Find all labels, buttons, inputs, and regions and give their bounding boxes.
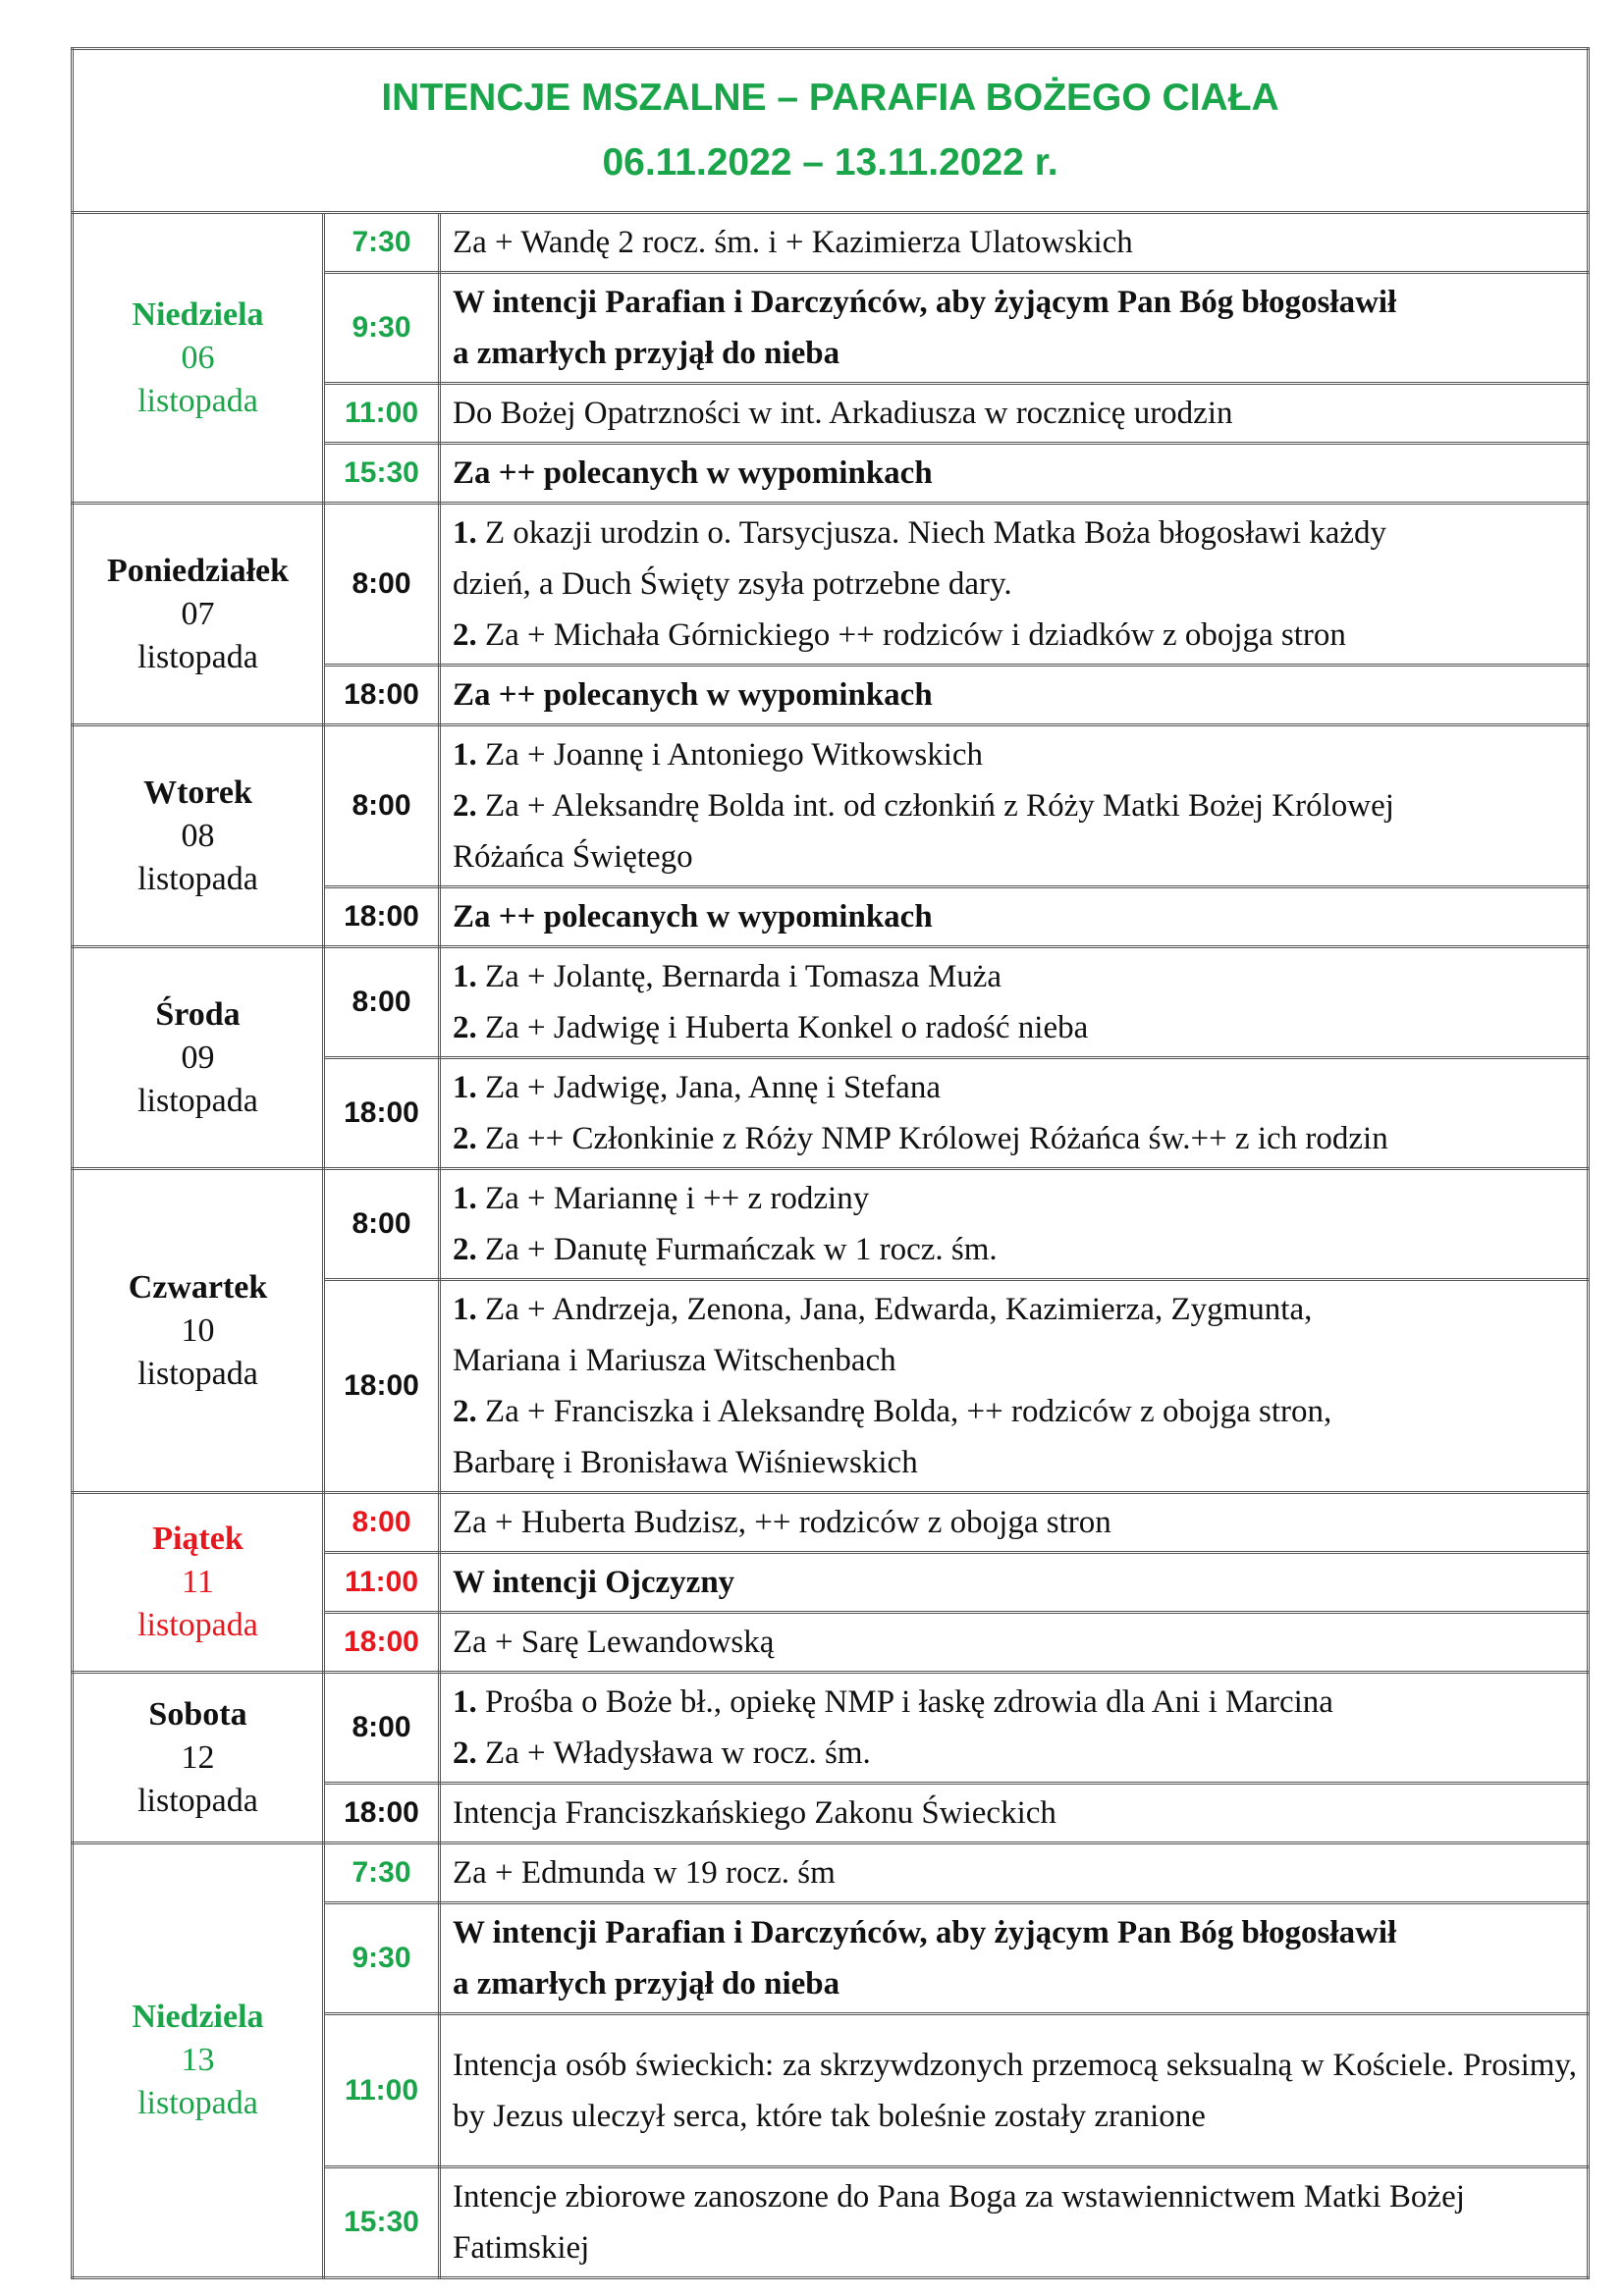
- mass-row: [73, 947, 1589, 1058]
- day-month: listopada: [137, 382, 258, 419]
- intention-cell: [440, 1673, 1589, 1784]
- intention-cell: [440, 666, 1589, 725]
- day-name: Niedziela: [132, 295, 264, 333]
- intention-line: [453, 2171, 1577, 2273]
- intention-cell: [440, 1553, 1589, 1613]
- intention-cell: [440, 1843, 1589, 1903]
- mass-time: 18:00: [324, 666, 440, 725]
- mass-time: 9:30: [324, 273, 440, 384]
- day-name: Poniedziałek: [106, 552, 290, 589]
- intention-text: dzień, a Duch Święty zsyła potrzebne dary.: [453, 566, 1012, 602]
- intention-text: Z okazji urodzin o. Tarsycjusza. Niech Matka Boża błogosławi każdy: [476, 515, 1387, 551]
- intention-number: 2.: [453, 1121, 477, 1156]
- intention-line: [453, 1224, 1577, 1275]
- intention-cell: [440, 444, 1589, 504]
- intention-text: Za + Edmunda w 19 rocz. śm: [453, 1855, 836, 1891]
- intention-line: [453, 1728, 1577, 1779]
- intention-cell: [440, 947, 1589, 1058]
- intention-text: Za ++ Członkinie z Róży NMP Królowej Różańca św.++ z ich rodzin: [476, 1121, 1388, 1156]
- mass-row: [73, 1673, 1589, 1784]
- intention-text: Różańca Świętego: [453, 839, 693, 875]
- mass-time: 8:00: [324, 725, 440, 887]
- intention-number: 1.: [453, 737, 477, 773]
- mass-intentions-table: [71, 47, 1590, 2279]
- intention-line: [453, 831, 1577, 882]
- day-cell: [73, 1843, 324, 2278]
- intention-number: 1.: [453, 515, 477, 551]
- intention-text: Za + Wandę 2 rocz. śm. i + Kazimierza Ulatowskich: [453, 225, 1133, 260]
- intention-text: W intencji Parafian i Darczyńców, aby żyjącym Pan Bóg błogosławił: [453, 285, 1397, 320]
- intention-line: [453, 388, 1577, 439]
- intention-cell: [440, 213, 1589, 273]
- intention-number: 2.: [453, 1394, 477, 1429]
- intention-number: 1.: [453, 1070, 477, 1105]
- mass-time: 9:30: [324, 1903, 440, 2014]
- intention-cell: [440, 1058, 1589, 1169]
- intention-cell: [440, 1280, 1589, 1493]
- mass-row: [73, 1843, 1589, 1903]
- intention-text: Za + Michała Górnickiego ++ rodziców i dziadków z obojga stron: [476, 617, 1346, 653]
- mass-row: [73, 504, 1589, 666]
- day-num: 07: [181, 595, 215, 632]
- mass-row: [73, 725, 1589, 887]
- day-month: listopada: [137, 1355, 258, 1392]
- day-num: 12: [181, 1738, 215, 1776]
- mass-time: 11:00: [324, 2014, 440, 2167]
- intention-line: [453, 559, 1577, 610]
- mass-row: [73, 1493, 1589, 1553]
- intention-line: [453, 1062, 1577, 1113]
- page-title: [73, 49, 1589, 213]
- day-name: Wtorek: [143, 774, 252, 811]
- day-month: listopada: [137, 1782, 258, 1819]
- intention-text: Za + Jadwigę i Huberta Konkel o radość nieba: [476, 1010, 1089, 1045]
- mass-time: 7:30: [324, 1843, 440, 1903]
- day-num: 11: [182, 1564, 214, 1600]
- intention-text: Za + Sarę Lewandowską: [453, 1625, 775, 1660]
- intention-text: Intencje zbiorowe zanoszone do Pana Boga za wstawiennictwem Matki Bożej Fatimskiej: [453, 2179, 1465, 2266]
- intention-text: Za + Huberta Budzisz, ++ rodziców z obojga stron: [453, 1505, 1111, 1540]
- mass-time: 8:00: [324, 947, 440, 1058]
- intention-text: a zmarłych przyjął do nieba: [453, 1966, 840, 2002]
- intention-cell: [440, 2014, 1589, 2167]
- intention-number: 1.: [453, 1181, 477, 1216]
- intention-text: Za + Mariannę i ++ z rodziny: [476, 1181, 870, 1216]
- intention-line: [453, 1113, 1577, 1164]
- mass-row: [73, 1169, 1589, 1280]
- intention-text: Za ++ polecanych w wypominkach: [453, 677, 933, 713]
- intention-line: [453, 2048, 1577, 2134]
- mass-time: 8:00: [324, 504, 440, 666]
- intention-line: [453, 1437, 1577, 1488]
- intention-line: [453, 729, 1577, 780]
- intention-text: Za + Joannę i Antoniego Witkowskich: [476, 737, 984, 773]
- intention-line: [453, 1335, 1577, 1386]
- intention-text: Mariana i Mariusza Witschenbach: [453, 1343, 896, 1378]
- mass-time: 15:30: [324, 444, 440, 504]
- intention-number: 2.: [453, 1735, 477, 1771]
- mass-time: 8:00: [324, 1493, 440, 1553]
- intention-line: [453, 1557, 1577, 1608]
- intention-line: [453, 951, 1577, 1002]
- intention-line: [453, 507, 1577, 559]
- intention-line: [453, 328, 1577, 379]
- title-line-1: INTENCJE MSZALNE – PARAFIA BOŻEGO CIAŁA: [381, 77, 1279, 119]
- day-num: 09: [181, 1039, 215, 1076]
- intention-line: [453, 1788, 1577, 1839]
- intention-text: W intencji Ojczyzny: [453, 1565, 735, 1600]
- day-month: listopada: [137, 860, 258, 897]
- intention-line: [453, 780, 1577, 831]
- mass-time: 18:00: [324, 1613, 440, 1673]
- intention-line: [453, 1173, 1577, 1224]
- intention-text: Prośba o Boże bł., opiekę NMP i łaskę zdrowia dla Ani i Marcina: [476, 1684, 1333, 1720]
- intention-text: Intencja osób świeckich: za skrzywdzonych przemocą seksualną w Kościele. Prosimy, by Jezus uleczył serca, które tak boleśnie zostały zranione: [453, 2047, 1578, 2134]
- intention-line: [453, 277, 1577, 328]
- mass-time: 8:00: [324, 1673, 440, 1784]
- day-name: Niedziela: [132, 1999, 264, 2035]
- intention-text: Intencja Franciszkańskiego Zakonu Świeckich: [453, 1795, 1056, 1831]
- intention-cell: [440, 1169, 1589, 1280]
- day-cell: [73, 1673, 324, 1843]
- mass-time: 15:30: [324, 2167, 440, 2278]
- intention-cell: [440, 1493, 1589, 1553]
- intention-cell: [440, 273, 1589, 384]
- intention-text: Za ++ polecanych w wypominkach: [453, 899, 933, 934]
- mass-time: 8:00: [324, 1169, 440, 1280]
- day-month: listopada: [137, 1082, 258, 1119]
- day-month: listopada: [137, 1607, 258, 1643]
- intention-line: [453, 1002, 1577, 1053]
- table-body: [73, 49, 1589, 2278]
- mass-time: 18:00: [324, 1058, 440, 1169]
- intention-line: [453, 891, 1577, 942]
- intention-number: 1.: [453, 1292, 477, 1327]
- mass-time: 18:00: [324, 1280, 440, 1493]
- intention-cell: [440, 2167, 1589, 2278]
- intention-text: a zmarłych przyjął do nieba: [453, 336, 840, 371]
- day-month: listopada: [137, 638, 258, 675]
- intention-text: Za + Władysława w rocz. śm.: [476, 1735, 871, 1771]
- intention-line: [453, 610, 1577, 661]
- day-cell: [73, 947, 324, 1169]
- day-num: 13: [181, 2042, 215, 2078]
- intention-cell: [440, 1613, 1589, 1673]
- intention-number: 1.: [453, 959, 477, 994]
- intention-line: [453, 1497, 1577, 1548]
- intention-text: Barbarę i Bronisława Wiśniewskich: [453, 1445, 918, 1480]
- day-name: Środa: [155, 995, 241, 1033]
- intention-line: [453, 1847, 1577, 1898]
- intention-number: 2.: [453, 1010, 477, 1045]
- intention-line: [453, 1677, 1577, 1728]
- mass-time: 11:00: [324, 384, 440, 444]
- intention-line: [453, 669, 1577, 721]
- day-month: listopada: [137, 2085, 258, 2121]
- intention-line: [453, 1386, 1577, 1437]
- day-num: 08: [181, 817, 215, 854]
- day-cell: [73, 725, 324, 947]
- intention-line: [453, 217, 1577, 268]
- intention-cell: [440, 725, 1589, 887]
- intention-text: Za + Danutę Furmańczak w 1 rocz. śm.: [476, 1232, 998, 1267]
- intention-cell: [440, 1784, 1589, 1843]
- intention-line: [453, 448, 1577, 499]
- intention-line: [453, 1617, 1577, 1668]
- intention-cell: [440, 887, 1589, 947]
- mass-time: 18:00: [324, 1784, 440, 1843]
- intention-text: W intencji Parafian i Darczyńców, aby żyjącym Pan Bóg błogosławił: [453, 1915, 1397, 1950]
- day-name: Czwartek: [128, 1268, 268, 1306]
- intention-line: [453, 1907, 1577, 1958]
- day-cell: [73, 213, 324, 504]
- intention-number: 2.: [453, 788, 477, 824]
- day-name: Sobota: [148, 1695, 247, 1733]
- intention-text: Za + Franciszka i Aleksandrę Bolda, ++ rodziców z obojga stron,: [476, 1394, 1332, 1429]
- intention-number: 1.: [453, 1684, 477, 1720]
- intention-number: 2.: [453, 617, 477, 653]
- intention-text: Za + Jadwigę, Jana, Annę i Stefana: [476, 1070, 941, 1105]
- intention-cell: [440, 1903, 1589, 2014]
- day-name: Piątek: [152, 1521, 244, 1557]
- intention-cell: [440, 504, 1589, 666]
- intention-text: Za + Jolantę, Bernarda i Tomasza Muża: [476, 959, 1002, 994]
- intention-line: [453, 1958, 1577, 2009]
- intention-text: Do Bożej Opatrzności w int. Arkadiusza w rocznicę urodzin: [453, 396, 1233, 431]
- title-row: [73, 49, 1589, 213]
- mass-time: 11:00: [324, 1553, 440, 1613]
- day-cell: [73, 1169, 324, 1493]
- intention-cell: [440, 384, 1589, 444]
- intention-text: Za + Aleksandrę Bolda int. od członkiń z Róży Matki Bożej Królowej: [476, 788, 1394, 824]
- day-num: 06: [181, 339, 215, 376]
- intention-line: [453, 1284, 1577, 1335]
- mass-time: 7:30: [324, 213, 440, 273]
- day-num: 10: [181, 1311, 215, 1349]
- mass-time: 18:00: [324, 887, 440, 947]
- intention-text: Za + Andrzeja, Zenona, Jana, Edwarda, Kazimierza, Zygmunta,: [476, 1292, 1313, 1327]
- intention-text: Za ++ polecanych w wypominkach: [453, 455, 933, 491]
- day-cell: [73, 504, 324, 725]
- mass-row: [73, 213, 1589, 273]
- day-cell: [73, 1493, 324, 1673]
- title-line-2: 06.11.2022 – 13.11.2022 r.: [602, 141, 1058, 184]
- intention-number: 2.: [453, 1232, 477, 1267]
